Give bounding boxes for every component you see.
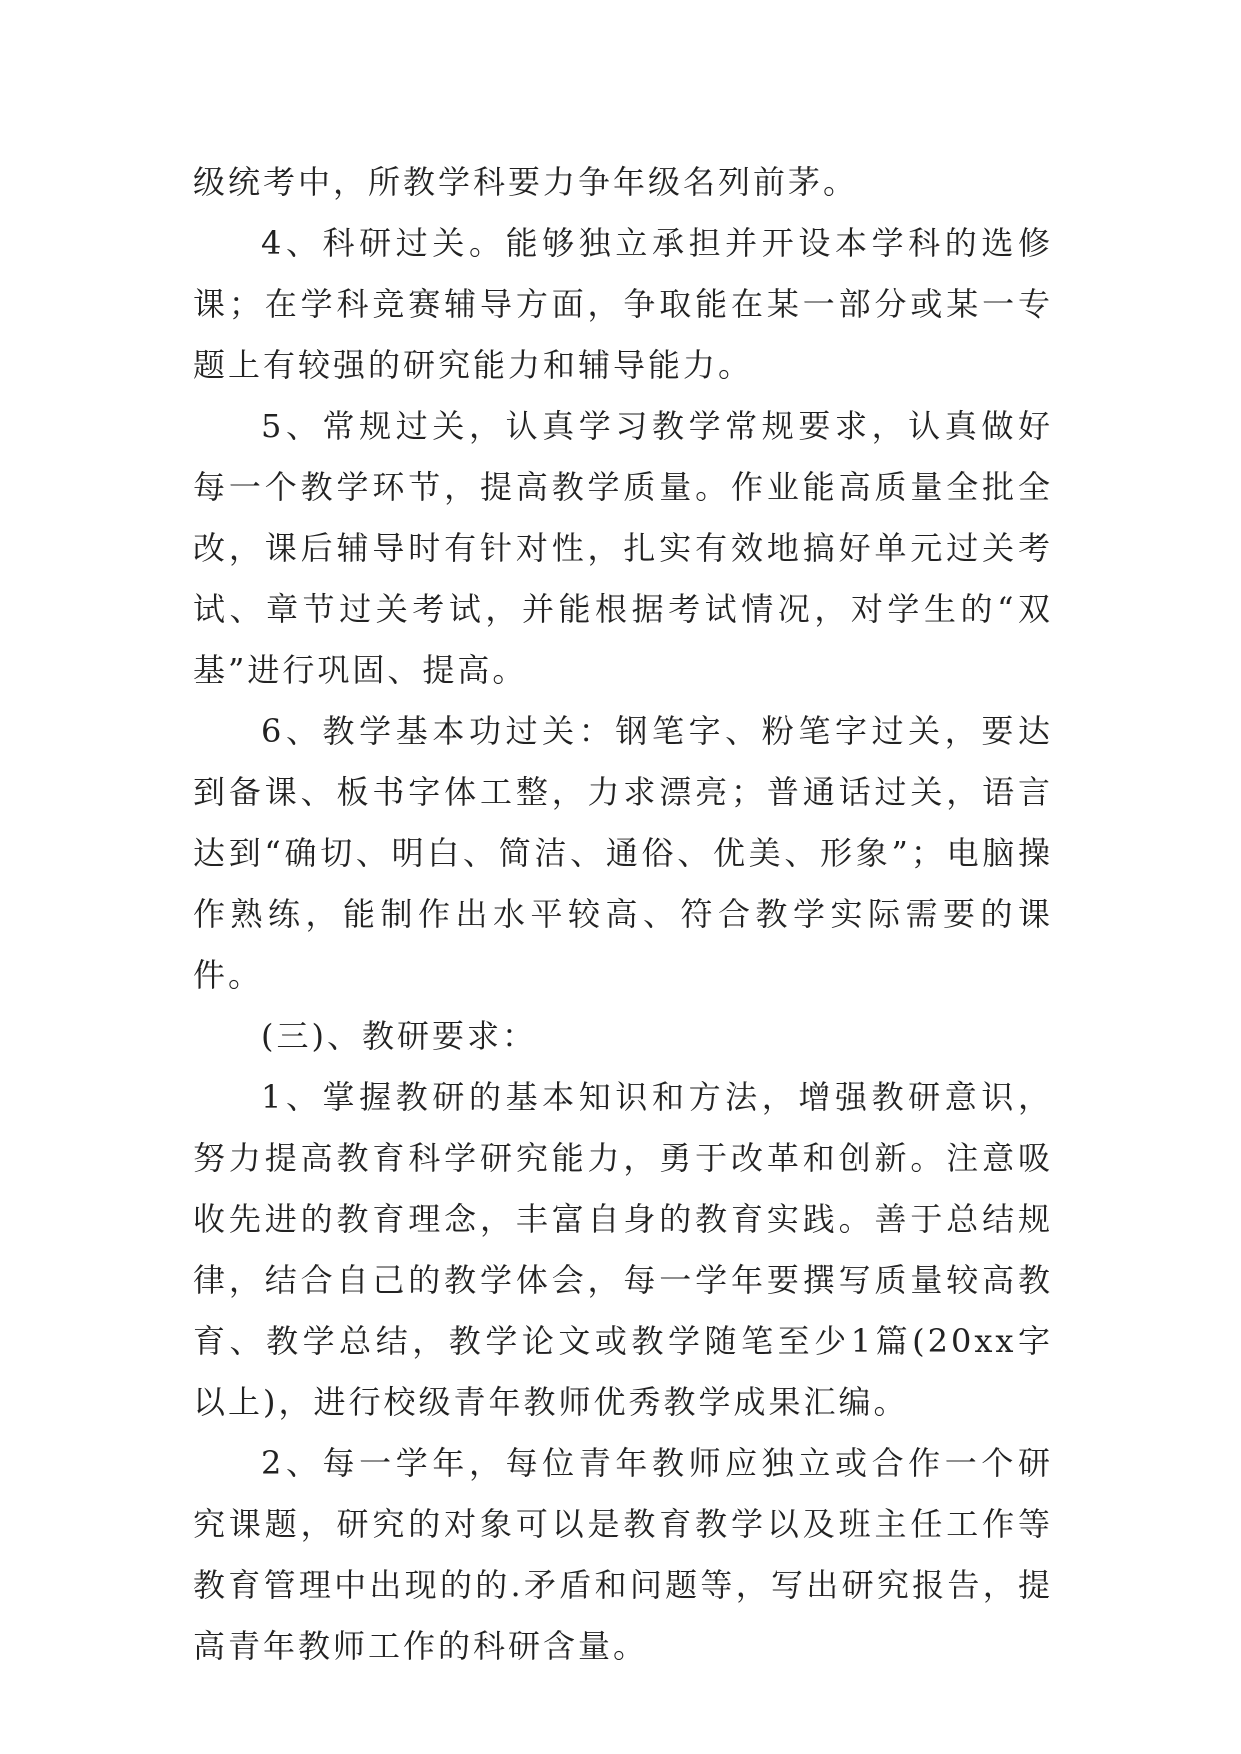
paragraph-basic-skills-pass: 6、教学基本功过关：钢笔字、粉笔字过关，要达到备课、板书字体工整，力求漂亮；普通话过关，语言达到“确切、明白、简洁、通俗、优美、形象”；电脑操作熟练，能制作出水平较高、符合教学实际需要的课件。 bbox=[193, 712, 1053, 994]
paragraph-research-pass: 4、科研过关。能够独立承担并开设本学科的选修课；在学科竞赛辅导方面，争取能在某一部分或某一专题上有较强的研究能力和辅导能力。 bbox=[193, 224, 1053, 384]
paragraph-continuation: 级统考中，所教学科要力争年级名列前茅。 bbox=[193, 163, 859, 201]
paragraph-routine-pass: 5、常规过关，认真学习教学常规要求，认真做好每一个教学环节，提高教学质量。作业能高质量全批全改，课后辅导时有针对性，扎实有效地搞好单元过关考试、章节过关考试，并能根据考试情况，对学生的“双基”进行巩固、提高。 bbox=[193, 407, 1053, 689]
document-body bbox=[193, 152, 1053, 1677]
paragraph-research-knowledge: 1、掌握教研的基本知识和方法，增强教研意识，努力提高教育科学研究能力，勇于改革和创新。注意吸收先进的教育理念，丰富自身的教育实践。善于总结规律，结合自己的教学体会，每一学年要撰写质量较高教育、教学总结，教学论文或教学随笔至少1篇(20xx字以上)，进行校级青年教师优秀教学成果汇编。 bbox=[193, 1078, 1053, 1421]
paragraph-research-topic: 2、每一学年，每位青年教师应独立或合作一个研究课题，研究的对象可以是教育教学以及班主任工作等教育管理中出现的的.矛盾和问题等，写出研究报告，提高青年教师工作的科研含量。 bbox=[193, 1444, 1053, 1665]
section-heading-teaching-research: (三)、教研要求： bbox=[261, 1017, 537, 1055]
